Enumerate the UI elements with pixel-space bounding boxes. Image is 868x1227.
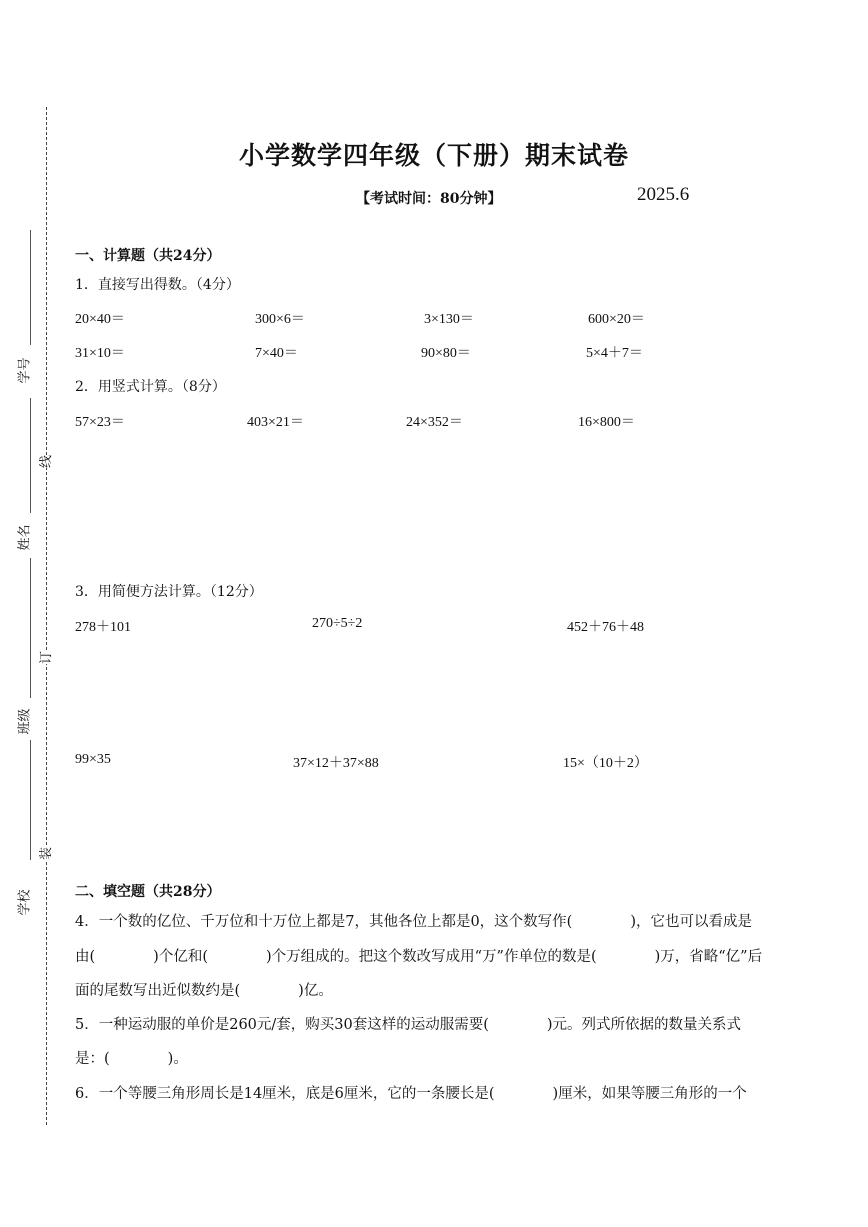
page-title: 小学数学四年级（下册）期末试卷 <box>238 141 629 170</box>
q1-item: 600×20＝ <box>588 312 645 327</box>
exam-time: 【考试时间：80分钟】 <box>356 191 502 207</box>
field-label-student-id: 学号 <box>17 357 33 384</box>
q2-item: 57×23＝ <box>75 415 125 430</box>
q6-line: 6．一个等腰三角形周长是14厘米，底是6厘米，它的一条腰长是( )厘米，如果等腰三角形的一个 <box>75 1086 747 1102</box>
field-line-class <box>30 558 31 698</box>
q3-item: 278＋101 <box>75 620 131 635</box>
q2-label: 2．用竖式计算。（8分） <box>75 379 226 395</box>
binding-char-staple: 订 <box>33 651 56 664</box>
q1-item: 90×80＝ <box>421 346 471 361</box>
exam-date: 2025.6 <box>637 184 690 205</box>
q3-item: 452＋76＋48 <box>567 620 644 635</box>
field-line-student-id <box>30 230 31 345</box>
q4-line: 由( )个亿和( )个万组成的。把这个数改写成用“万”作单位的数是( )万，省略“亿”后 <box>75 949 763 965</box>
q3-item: 99×35 <box>75 752 111 767</box>
q1-item: 31×10＝ <box>75 346 125 361</box>
q1-item: 7×40＝ <box>255 346 298 361</box>
binding-char-bind: 装 <box>33 847 56 860</box>
field-line-school <box>30 740 31 860</box>
q4-line: 面的尾数写出近似数约是( )亿。 <box>75 983 333 999</box>
field-line-name <box>30 398 31 513</box>
q2-item: 24×352＝ <box>406 415 463 430</box>
q2-item: 403×21＝ <box>247 415 304 430</box>
binding-dashed-line <box>46 107 47 1125</box>
q1-item: 3×130＝ <box>424 312 474 327</box>
field-label-class: 班级 <box>17 708 33 735</box>
q3-item: 270÷5÷2 <box>312 616 363 631</box>
q1-item: 300×6＝ <box>255 312 305 327</box>
q4-line: 4．一个数的亿位、千万位和十万位上都是7，其他各位上都是0，这个数写作( )，它也可以看成是 <box>75 914 752 930</box>
q1-label: 1．直接写出得数。（4分） <box>75 277 240 293</box>
q3-item: 15×（10＋2） <box>563 756 648 771</box>
field-label-name: 姓名 <box>17 524 33 551</box>
section1-heading: 一、计算题（共24分） <box>75 248 221 264</box>
field-label-school: 学校 <box>17 889 33 916</box>
q5-line: 5．一种运动服的单价是260元/套，购买30套这样的运动服需要( )元。列式所依据的数量关系式 <box>75 1017 742 1033</box>
q3-label: 3．用简便方法计算。（12分） <box>75 584 263 600</box>
q3-item: 37×12＋37×88 <box>293 756 379 771</box>
q2-item: 16×800＝ <box>578 415 635 430</box>
q1-item: 5×4＋7＝ <box>586 346 643 361</box>
q1-item: 20×40＝ <box>75 312 125 327</box>
binding-char-line: 线 <box>33 455 56 468</box>
section2-heading: 二、填空题（共28分） <box>75 884 221 900</box>
q5-line: 是：( )。 <box>75 1051 188 1067</box>
